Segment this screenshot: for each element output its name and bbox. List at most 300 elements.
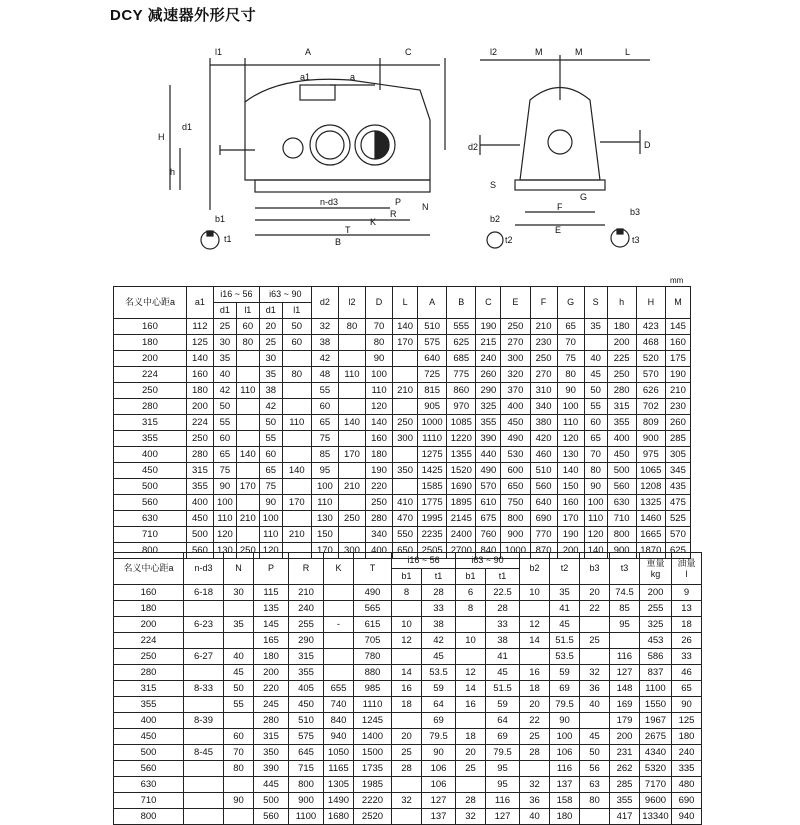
table-cell: 42 [311,351,338,367]
table-cell: 90 [213,479,236,495]
table-cell: 140 [393,319,418,335]
table-cell: 1000 [418,415,447,431]
table-cell: 1585 [418,479,447,495]
col-header: i63 ~ 90 [259,287,311,303]
table-cell: 500 [186,527,213,543]
table-cell: 110 [236,383,259,399]
svg-text:E: E [555,225,562,235]
table-cell: 20 [520,697,550,713]
table-cell: 400 [114,447,187,463]
table-cell: 28 [520,745,550,761]
table-cell: 85 [610,601,640,617]
table-cell: 75 [557,351,584,367]
table-cell: 220 [254,681,289,697]
col-header: F [530,287,557,319]
table-row [114,729,702,745]
table-cell: 110 [338,367,365,383]
table-cell: 740 [324,697,354,713]
table-cell: 315 [114,681,184,697]
table-cell: 112 [186,319,213,335]
table-cell: 800 [114,809,184,825]
table-cell: 40 [520,809,550,825]
table-cell: 79.5 [486,745,520,761]
table-cell: 158 [550,793,580,809]
table-cell: 35 [550,585,580,601]
col-header: E [501,287,530,319]
svg-text:G: G [580,192,588,202]
table-cell: 20 [259,319,282,335]
col-header: K [324,553,354,585]
table-cell [282,479,311,495]
table-cell: 725 [418,367,447,383]
table-cell: 50 [580,745,610,761]
table-cell [282,431,311,447]
table-cell: 165 [254,633,289,649]
table-cell: 16 [456,697,486,713]
table-cell: 60 [282,335,311,351]
table-cell: 50 [259,415,282,431]
table-cell [580,649,610,665]
table-cell: 1355 [447,447,476,463]
svg-text:A: A [305,47,312,57]
table-cell [392,601,422,617]
table-cell: 38 [486,633,520,649]
table-cell: 25 [456,761,486,777]
table-cell: 106 [550,745,580,761]
table-cell: 45 [422,649,456,665]
table-cell: 970 [447,399,476,415]
svg-text:L: L [625,47,631,57]
table-cell: 33 [486,617,520,633]
table-cell: 32 [392,793,422,809]
table-cell: 80 [557,367,584,383]
table-cell: 560 [186,543,213,559]
table-cell: 116 [610,649,640,665]
table-cell: 770 [530,527,557,543]
col-header: d1 [213,303,236,319]
table-cell: 40 [580,697,610,713]
table-cell: 600 [501,463,530,479]
table-cell: 1520 [447,463,476,479]
table-cell: 160 [114,319,187,335]
col-header: b2 [520,553,550,585]
table-cell: 985 [354,681,392,697]
table-cell: 127 [422,793,456,809]
col-header: b3 [580,553,610,585]
table-cell: 417 [610,809,640,825]
table-cell: 240 [476,351,501,367]
table-cell: 500 [254,793,289,809]
table-cell: 335 [672,761,702,777]
svg-text:l2: l2 [490,47,498,57]
table-cell: 270 [501,335,530,351]
table-cell: 79.5 [422,729,456,745]
table-cell: 80 [338,319,365,335]
table-cell: 45 [550,617,580,633]
table-cell: 310 [530,383,557,399]
table-cell: 270 [530,367,557,383]
table-cell: 35 [259,367,282,383]
table-cell [324,585,354,601]
col-header-weight: 重量 kg [640,553,672,585]
table-cell [393,351,418,367]
table-cell: 250 [338,511,365,527]
table-cell: 160 [366,431,393,447]
svg-text:S: S [490,180,497,190]
table-cell [393,479,418,495]
table-cell [393,367,418,383]
table-cell: 760 [476,527,501,543]
table-cell: 75 [213,463,236,479]
table-cell: 200 [610,729,640,745]
table-cell: 453 [640,633,672,649]
table-cell: 90 [224,793,254,809]
col-header: i63 ~ 90 [456,553,520,569]
table-cell: 18 [392,697,422,713]
table-cell [236,351,259,367]
table-cell [184,777,224,793]
table-cell: 325 [640,617,672,633]
table-cell: 1305 [324,777,354,793]
table-cell: 80 [584,463,607,479]
table-cell: 285 [610,777,640,793]
table-cell: 16 [520,665,550,681]
table-cell [184,793,224,809]
table-cell: 42 [259,399,282,415]
table-cell: 468 [636,335,665,351]
table-cell: 750 [501,495,530,511]
table-cell [324,665,354,681]
table-cell: 125 [672,713,702,729]
table-cell: 400 [501,399,530,415]
table-cell: 630 [607,495,636,511]
table-cell: 470 [393,511,418,527]
svg-text:T: T [345,225,351,235]
table-cell: 880 [354,665,392,681]
col-header: i16 ~ 56 [392,553,456,569]
table-cell: 28 [456,793,486,809]
table-cell: 90 [259,495,282,511]
table-cell: 280 [366,511,393,527]
svg-text:d1: d1 [182,122,193,132]
table-cell [236,463,259,479]
table-cell: 809 [636,415,665,431]
svg-text:t1: t1 [224,234,232,244]
table-cell: 490 [476,463,501,479]
table-cell: 615 [354,617,392,633]
col-header: A [418,287,447,319]
table-cell: 1245 [354,713,392,729]
col-header: G [557,287,584,319]
table-cell: 380 [530,415,557,431]
table-cell [324,633,354,649]
col-header: t2 [550,553,580,585]
table-cell: 490 [501,431,530,447]
table-cell: 59 [422,681,456,697]
table-row [114,793,702,809]
table-cell: 145 [254,617,289,633]
table-cell: 32 [520,777,550,793]
table-cell: 28 [392,761,422,777]
table-cell: 200 [186,399,213,415]
table-cell: 640 [418,351,447,367]
svg-text:t3: t3 [632,235,640,245]
table-cell [236,431,259,447]
table-cell: 38 [311,335,338,351]
table-cell: 200 [640,585,672,601]
table-cell: 900 [501,527,530,543]
table-cell: 200 [557,543,584,559]
table-cell: 32 [311,319,338,335]
table-cell: 423 [636,319,665,335]
table-cell: 140 [186,351,213,367]
table-cell: 170 [557,511,584,527]
table-cell: 345 [665,463,690,479]
table-cell: 390 [254,761,289,777]
table-cell: 280 [114,665,184,681]
table-cell: 780 [354,649,392,665]
col-header: C [476,287,501,319]
col-header: 名义中心距a [114,287,187,319]
table-cell: 55 [584,399,607,415]
col-header: i16 ~ 56 [213,287,259,303]
table-cell [282,383,311,399]
svg-text:C: C [405,47,412,57]
table-cell: 475 [665,495,690,511]
table-cell: 1325 [636,495,665,511]
table-cell: 775 [447,367,476,383]
table-cell: 625 [665,543,690,559]
table-cell: 41 [486,649,520,665]
table-cell: 20 [580,585,610,601]
table-cell [580,809,610,825]
table-cell: 6-27 [184,649,224,665]
table-cell: 250 [393,415,418,431]
table-cell: 690 [672,793,702,809]
table-cell: 45 [224,665,254,681]
svg-text:B: B [335,237,342,247]
table-cell: 340 [366,527,393,543]
table-cell: 702 [636,399,665,415]
table-cell: 70 [557,335,584,351]
table-cell: 630 [114,777,184,793]
table-cell: 940 [672,809,702,825]
table-cell: 80 [282,367,311,383]
table-cell: 800 [501,511,530,527]
table-cell: 110 [584,511,607,527]
table-cell: 69 [550,681,580,697]
col-header: a1 [186,287,213,319]
table-cell: 140 [584,543,607,559]
col-header: n-d3 [184,553,224,585]
svg-text:K: K [370,217,377,227]
table-cell: 250 [530,351,557,367]
table-cell: 650 [501,479,530,495]
table-cell: 280 [607,383,636,399]
table-cell: 22.5 [486,585,520,601]
table-cell: 100 [213,495,236,511]
table-cell: 33 [422,601,456,617]
table-cell: 137 [422,809,456,825]
table-cell: 120 [366,399,393,415]
table-cell: 1400 [354,729,392,745]
table-cell: 26 [672,633,702,649]
table-cell: 1500 [354,745,392,761]
table-cell [338,527,365,543]
table-cell: 1550 [640,697,672,713]
table-cell: 50 [584,383,607,399]
table-cell: 25 [259,335,282,351]
table-cell: 65 [259,463,282,479]
table-cell [520,601,550,617]
table-cell: 179 [610,713,640,729]
table-cell: 2235 [418,527,447,543]
table-cell [338,383,365,399]
table-cell: 120 [557,431,584,447]
table-cell: 150 [311,527,338,543]
table-cell: 110 [259,527,282,543]
table-cell: 300 [501,351,530,367]
table-cell: 400 [607,431,636,447]
table-cell: 65 [213,447,236,463]
table-cell: 626 [636,383,665,399]
table-cell: 355 [289,665,324,681]
table-cell: 30 [224,585,254,601]
table-cell: 630 [114,511,187,527]
table-cell: 30 [259,351,282,367]
table-cell: 169 [610,697,640,713]
table-cell: 655 [324,681,354,697]
table-cell: 2700 [447,543,476,559]
table-cell: 6-18 [184,585,224,601]
table-cell: 53.5 [422,665,456,681]
table-cell: 490 [354,585,392,601]
table-cell: 9600 [640,793,672,809]
col-header: h [607,287,636,319]
col-header: l1 [282,303,311,319]
table-cell: 180 [114,601,184,617]
table-cell: 350 [393,463,418,479]
table-cell: 7170 [640,777,672,793]
col-header: S [584,287,607,319]
table-cell: 69 [422,713,456,729]
table-cell: 53.5 [550,649,580,665]
table-cell: 224 [114,367,187,383]
svg-text:b2: b2 [490,214,501,224]
table-cell: 940 [324,729,354,745]
table-cell: 33 [672,649,702,665]
table-cell [338,351,365,367]
table-cell: 860 [447,383,476,399]
svg-text:t2: t2 [505,235,513,245]
table-cell: 75 [311,431,338,447]
table-row [114,745,702,761]
table-cell: 25 [580,633,610,649]
table-cell: 75 [259,479,282,495]
table-cell: 12 [520,617,550,633]
svg-text:F: F [557,202,563,212]
table-cell: 25 [520,729,550,745]
table-cell: 6-23 [184,617,224,633]
table-cell: 100 [259,511,282,527]
svg-text:b3: b3 [630,207,641,217]
table-cell: 20 [392,729,422,745]
table-cell: 1050 [324,745,354,761]
svg-text:d2: d2 [468,142,479,152]
table-cell: 60 [213,431,236,447]
svg-text:M: M [535,47,543,57]
table-cell [224,601,254,617]
table-cell: 255 [289,617,324,633]
table-cell: 225 [607,351,636,367]
table-cell: 350 [254,745,289,761]
table-cell: 55 [224,697,254,713]
table-cell: 127 [610,665,640,681]
table-cell: 400 [114,713,184,729]
table-cell [338,399,365,415]
table-cell [224,633,254,649]
table-cell [324,649,354,665]
table-cell: 14 [392,665,422,681]
table-cell [338,495,365,511]
mounting-table [113,552,702,825]
svg-text:l1: l1 [215,47,223,57]
table-row [114,617,702,633]
table-cell: 115 [254,585,289,601]
table-cell: 280 [254,713,289,729]
table-cell: 120 [584,527,607,543]
table-cell [584,335,607,351]
col-header: l2 [338,287,365,319]
table-cell: 1000 [501,543,530,559]
table-cell: 370 [501,383,530,399]
table-cell: 36 [580,681,610,697]
table-cell: 231 [610,745,640,761]
table-cell: 905 [418,399,447,415]
col-header: b1 [456,569,486,585]
table-cell: 60 [236,319,259,335]
table-cell: 60 [259,447,282,463]
table-cell: 460 [530,447,557,463]
table-cell: 510 [530,463,557,479]
table-cell: 710 [607,511,636,527]
table-cell: 1100 [640,681,672,697]
table-row [114,633,702,649]
table-cell: 41 [550,601,580,617]
table-cell: 190 [557,527,584,543]
table-cell: 900 [289,793,324,809]
table-cell: 1665 [636,527,665,543]
svg-text:n-d3: n-d3 [320,197,339,207]
table-cell: 245 [254,697,289,713]
table-cell: 35 [224,617,254,633]
table-cell: 575 [418,335,447,351]
table-cell: 48 [311,367,338,383]
table-cell: 520 [636,351,665,367]
table-cell: 100 [550,729,580,745]
col-header: N [224,553,254,585]
table-cell: 180 [366,447,393,463]
table-cell: 1100 [289,809,324,825]
table-cell: 280 [186,447,213,463]
table-cell: 95 [486,777,520,793]
table-cell: 650 [393,543,418,559]
table-cell [224,713,254,729]
table-cell: 28 [486,601,520,617]
table-cell: - [324,617,354,633]
table-cell: 500 [607,463,636,479]
table-row [114,367,691,383]
